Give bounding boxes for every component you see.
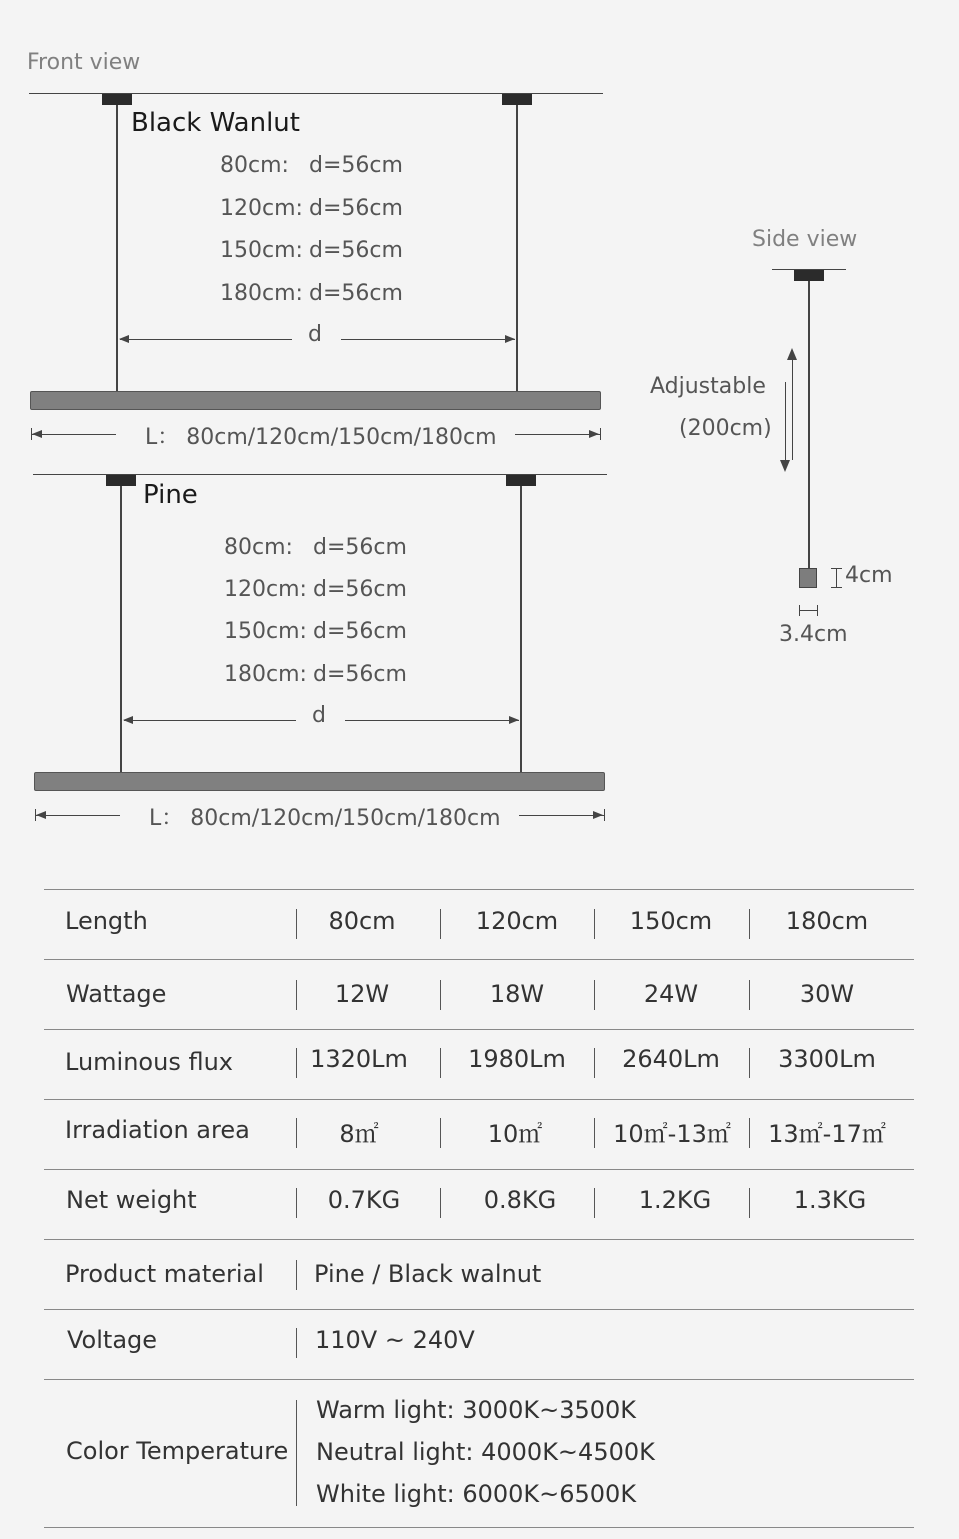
table-cell: 1.3KG	[793, 1186, 867, 1214]
table-divider	[44, 1239, 914, 1240]
column-separator	[296, 1328, 297, 1358]
adjustable-label: Adjustable	[650, 374, 766, 399]
ceiling-cap	[794, 270, 824, 281]
column-separator	[594, 980, 595, 1010]
tick	[600, 428, 601, 440]
column-separator	[296, 909, 297, 939]
size-label: 120cm:	[220, 196, 303, 221]
row-label: Wattage	[66, 980, 167, 1008]
size-label: 180cm:	[220, 281, 303, 306]
arrow-right-icon	[593, 811, 603, 819]
suspension-wire	[808, 281, 810, 568]
size-label: 120cm:	[224, 577, 307, 602]
table-cell: 10㎡	[487, 1120, 543, 1148]
suspension-wire-left	[116, 105, 118, 391]
column-separator	[296, 1400, 297, 1506]
column-separator	[440, 1048, 441, 1078]
material-value: Pine / Black walnut	[314, 1260, 542, 1288]
length-label: L： 80cm/120cm/150cm/180cm	[149, 806, 501, 831]
width-dimension-cap	[817, 605, 818, 616]
column-separator	[749, 909, 750, 939]
color-temp-value: White light: 6000K~6500K	[316, 1480, 637, 1508]
row-label: Color Temperature	[66, 1437, 289, 1465]
suspension-wire-left	[120, 486, 122, 772]
ceiling-cap-right	[506, 475, 536, 486]
height-dimension-cap	[831, 568, 842, 569]
column-separator	[296, 1048, 297, 1078]
size-label: 180cm:	[224, 662, 307, 687]
lamp-bar	[30, 391, 601, 410]
width-dimension-line	[799, 610, 817, 611]
column-separator	[594, 1188, 595, 1218]
table-cell: 1980Lm	[468, 1045, 566, 1073]
arrow-left-icon	[36, 811, 46, 819]
arrow-up-icon	[787, 348, 797, 360]
pine-title: Pine	[143, 480, 198, 510]
table-cell: 80cm	[328, 907, 396, 935]
column-separator	[440, 909, 441, 939]
table-cell: 2640Lm	[622, 1045, 720, 1073]
d-dimension-line-right	[345, 720, 519, 721]
column-separator	[749, 980, 750, 1010]
arrow-right-icon	[509, 716, 519, 724]
front-view-label: Front view	[27, 50, 141, 75]
distance-value: d=56cm	[309, 153, 403, 178]
table-cell: 150cm	[629, 907, 713, 935]
distance-value: d=56cm	[313, 662, 407, 687]
table-cell: 120cm	[475, 907, 559, 935]
column-separator	[749, 1118, 750, 1148]
column-separator	[440, 1188, 441, 1218]
distance-value: d=56cm	[309, 196, 403, 221]
arrow-left-icon	[123, 716, 133, 724]
column-separator	[594, 1048, 595, 1078]
length-line-left	[36, 815, 120, 816]
row-label: Net weight	[66, 1186, 197, 1214]
size-label: 80cm:	[220, 153, 289, 178]
arrow-right-icon	[589, 430, 599, 438]
table-divider	[44, 1527, 914, 1528]
table-cell: 180cm	[785, 907, 869, 935]
d-dimension-line-right	[341, 339, 515, 340]
column-separator	[296, 1260, 297, 1290]
width-value: 3.4cm	[779, 622, 848, 647]
column-separator	[749, 1048, 750, 1078]
length-line-right	[515, 434, 600, 435]
ceiling-cap-right	[502, 94, 532, 105]
table-cell: 1320Lm	[310, 1045, 408, 1073]
table-cell: 12W	[334, 980, 390, 1008]
distance-value: d=56cm	[313, 619, 407, 644]
length-line-left	[32, 434, 116, 435]
table-cell: 30W	[799, 980, 855, 1008]
d-dimension-label: d	[312, 703, 326, 728]
table-cell: 18W	[489, 980, 545, 1008]
row-label: Voltage	[67, 1326, 158, 1354]
lamp-end	[799, 568, 817, 588]
d-dimension-line-left	[124, 720, 296, 721]
table-divider	[44, 889, 914, 890]
length-line-right	[519, 815, 604, 816]
table-cell: 0.8KG	[483, 1186, 557, 1214]
lamp-bar	[34, 772, 605, 791]
row-label: Length	[65, 907, 148, 935]
length-label: L： 80cm/120cm/150cm/180cm	[145, 425, 497, 450]
table-divider	[44, 1099, 914, 1100]
height-value: 4cm	[845, 563, 893, 588]
table-divider	[44, 1379, 914, 1380]
distance-value: d=56cm	[309, 281, 403, 306]
arrow-left-icon	[32, 430, 42, 438]
black-walnut-title: Black Wanlut	[131, 108, 300, 138]
width-dimension-cap	[799, 605, 800, 616]
arrow-down-icon	[780, 460, 790, 472]
adjustable-arrow-line-2	[785, 382, 786, 462]
column-separator	[440, 980, 441, 1010]
column-separator	[749, 1188, 750, 1218]
column-separator	[594, 909, 595, 939]
voltage-value: 110V ~ 240V	[315, 1326, 475, 1354]
distance-value: d=56cm	[309, 238, 403, 263]
size-label: 150cm:	[224, 619, 307, 644]
side-view-label: Side view	[752, 227, 858, 252]
d-dimension-line-left	[120, 339, 292, 340]
suspension-wire-right	[520, 486, 522, 772]
ceiling-cap-left	[102, 94, 132, 105]
ceiling-cap-left	[106, 475, 136, 486]
height-dimension-cap	[831, 587, 842, 588]
height-dimension-line	[836, 568, 837, 588]
suspension-wire-right	[516, 105, 518, 391]
d-dimension-label: d	[308, 322, 322, 347]
column-separator	[594, 1118, 595, 1148]
distance-value: d=56cm	[313, 577, 407, 602]
row-label: Product material	[65, 1260, 264, 1288]
table-divider	[44, 1309, 914, 1310]
table-cell: 8㎡	[339, 1120, 379, 1148]
column-separator	[440, 1118, 441, 1148]
adjustable-arrow-line	[792, 356, 793, 460]
color-temp-value: Warm light: 3000K~3500K	[316, 1396, 637, 1424]
column-separator	[296, 980, 297, 1010]
table-cell: 1.2KG	[638, 1186, 712, 1214]
arrow-right-icon	[505, 335, 515, 343]
table-cell: 0.7KG	[327, 1186, 401, 1214]
column-separator	[296, 1118, 297, 1148]
table-cell: 3300Lm	[778, 1045, 876, 1073]
column-separator	[296, 1188, 297, 1218]
adjustable-value: (200cm)	[679, 416, 772, 441]
row-label: Irradiation area	[65, 1116, 250, 1144]
size-label: 150cm:	[220, 238, 303, 263]
row-label: Luminous flux	[65, 1048, 233, 1076]
color-temp-value: Neutral light: 4000K~4500K	[316, 1438, 655, 1466]
arrow-left-icon	[119, 335, 129, 343]
size-label: 80cm:	[224, 535, 293, 560]
tick	[604, 809, 605, 821]
table-cell: 13㎡-17㎡	[768, 1120, 886, 1148]
table-cell: 24W	[643, 980, 699, 1008]
table-divider	[44, 959, 914, 960]
distance-value: d=56cm	[313, 535, 407, 560]
table-cell: 10㎡-13㎡	[613, 1120, 731, 1148]
table-divider	[44, 1029, 914, 1030]
table-divider	[44, 1169, 914, 1170]
